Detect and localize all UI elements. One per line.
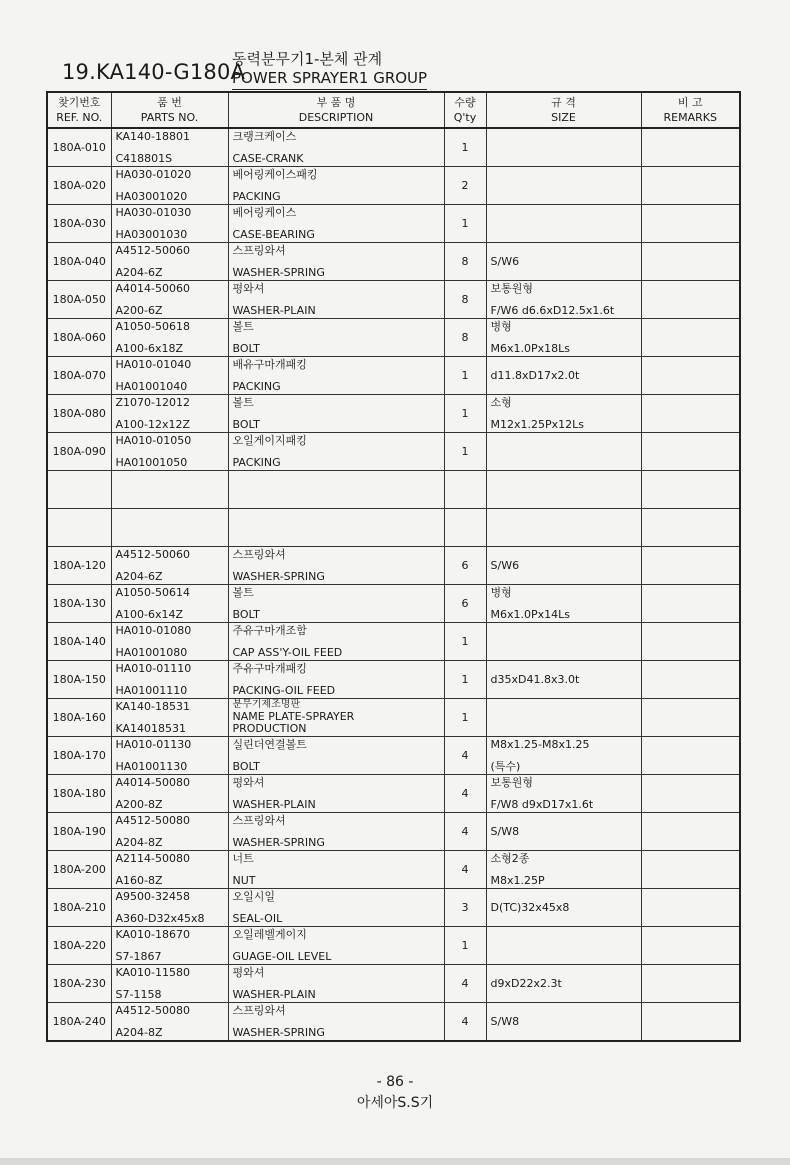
part-number: HA030-01030 — [115, 206, 192, 219]
part-code: S7-1158 — [115, 988, 162, 1001]
part-code: A100-6x14Z — [115, 608, 184, 621]
part-desc-line2: PACKING — [232, 456, 281, 469]
remarks — [641, 128, 740, 167]
remarks — [641, 585, 740, 623]
quantity: 6 — [444, 547, 486, 585]
part-desc-line2: CASE-BEARING — [232, 228, 315, 241]
part-desc-line1: 스프링와셔 — [232, 244, 286, 257]
quantity: 1 — [444, 205, 486, 243]
remarks — [641, 813, 740, 851]
table-row — [47, 471, 740, 509]
part-desc-line1: 너트 — [232, 852, 254, 865]
part-desc-line1: 실린더연결볼트 — [232, 738, 307, 751]
size-line1: S/W8 — [490, 1015, 520, 1028]
part-desc-line2: GUAGE-OIL LEVEL — [232, 950, 332, 963]
col-parts-no: 품 번 PARTS NO. — [111, 92, 228, 128]
part-number: A2114-50080 — [115, 852, 190, 865]
table-row — [47, 585, 740, 623]
size-line2: (특수) — [490, 760, 521, 773]
part-desc-line2: BOLT — [232, 418, 260, 431]
remarks — [641, 927, 740, 965]
table-row — [47, 661, 740, 699]
remarks — [641, 775, 740, 813]
part-desc-line1: 평와셔 — [232, 776, 265, 789]
part-desc-line1: 주유구마개조함 — [232, 624, 307, 637]
ref-no: 180A-230 — [47, 965, 111, 1003]
part-desc-line1: 스프링와셔 — [232, 814, 286, 827]
part-code: A200-6Z — [115, 304, 163, 317]
part-number: A4512-50080 — [115, 1004, 190, 1017]
table-row — [47, 547, 740, 585]
remarks — [641, 1003, 740, 1042]
company-name: 아세아S.S기 — [356, 1095, 434, 1111]
part-number: KA140-18531 — [115, 700, 191, 713]
part-code: KA14018531 — [115, 722, 187, 735]
part-desc-line2: BOLT — [232, 342, 260, 355]
group-title-korean: 동력분무기1-본체 관계 — [232, 50, 383, 68]
ref-no: 180A-040 — [47, 243, 111, 281]
size-line1: S/W6 — [490, 559, 520, 572]
col-size: 규 격 SIZE — [486, 92, 641, 128]
remarks — [641, 661, 740, 699]
part-desc-line2: CASE-CRANK — [232, 152, 304, 165]
table-row — [47, 281, 740, 319]
ref-no: 180A-060 — [47, 319, 111, 357]
part-code: A200-8Z — [115, 798, 163, 811]
part-code: HA03001030 — [115, 228, 188, 241]
size-line1: S/W6 — [490, 255, 520, 268]
part-desc-line2: WASHER-SPRING — [232, 570, 325, 583]
remarks — [641, 319, 740, 357]
part-number: HA010-01080 — [115, 624, 192, 637]
remarks — [641, 509, 740, 547]
part-number: A4014-50060 — [115, 282, 190, 295]
part-number: KA140-18801 — [115, 130, 191, 143]
part-desc-line2: PACKING-OIL FEED — [232, 684, 336, 697]
ref-no: 180A-070 — [47, 357, 111, 395]
part-desc-line2: WASHER-SPRING — [232, 836, 325, 849]
table-row — [47, 433, 740, 471]
remarks — [641, 623, 740, 661]
table-row — [47, 243, 740, 281]
part-number: HA010-01040 — [115, 358, 192, 371]
table-row — [47, 851, 740, 889]
part-code: HA03001020 — [115, 190, 188, 203]
part-desc-line2: SEAL-OIL — [232, 912, 283, 925]
part-code: A204-8Z — [115, 836, 163, 849]
size-line2: F/W8 d9xD17x1.6t — [490, 798, 594, 811]
part-number: A4512-50080 — [115, 814, 190, 827]
ref-no: 180A-120 — [47, 547, 111, 585]
part-code: A160-8Z — [115, 874, 163, 887]
part-desc-line1: 평와셔 — [232, 966, 265, 979]
table-row — [47, 813, 740, 851]
parts-table — [46, 91, 741, 1042]
part-desc-line1: 주유구마개패킹 — [232, 662, 307, 675]
size-line1: d35xD41.8x3.0t — [490, 673, 580, 686]
quantity: 1 — [444, 128, 486, 167]
part-desc-line1: 오일게이지패킹 — [232, 434, 307, 447]
part-number: A9500-32458 — [115, 890, 190, 903]
part-desc-line1: 볼트 — [232, 396, 254, 409]
quantity: 8 — [444, 281, 486, 319]
part-desc-line1: 평와셔 — [232, 282, 265, 295]
table-row — [47, 623, 740, 661]
part-code: HA01001040 — [115, 380, 188, 393]
part-desc-line2: PRODUCTION — [232, 722, 307, 735]
quantity: 4 — [444, 775, 486, 813]
part-desc-line2: BOLT — [232, 608, 260, 621]
part-number: A4512-50060 — [115, 244, 190, 257]
quantity: 3 — [444, 889, 486, 927]
page-number: - 86 - — [376, 1074, 414, 1090]
quantity: 1 — [444, 661, 486, 699]
remarks — [641, 433, 740, 471]
table-row — [47, 509, 740, 547]
part-desc-line1: 오일레벨게이지 — [232, 928, 307, 941]
part-code: HA01001130 — [115, 760, 188, 773]
remarks — [641, 243, 740, 281]
table-row — [47, 775, 740, 813]
remarks — [641, 281, 740, 319]
remarks — [641, 851, 740, 889]
size-line1: 소형 — [490, 396, 512, 409]
part-number: HA010-01110 — [115, 662, 192, 675]
part-desc-line2: CAP ASS'Y-OIL FEED — [232, 646, 343, 659]
part-code: A204-8Z — [115, 1026, 163, 1039]
size-line1: d11.8xD17x2.0t — [490, 369, 580, 382]
ref-no: 180A-210 — [47, 889, 111, 927]
quantity: 1 — [444, 927, 486, 965]
quantity: 8 — [444, 319, 486, 357]
remarks — [641, 699, 740, 737]
part-desc-line1: 베어링케이스 — [232, 206, 297, 219]
size-line2: F/W6 d6.6xD12.5x1.6t — [490, 304, 615, 317]
part-desc-line2: WASHER-PLAIN — [232, 304, 316, 317]
part-desc-ko: 분무기제조명판 — [232, 699, 301, 710]
quantity: 1 — [444, 357, 486, 395]
group-title-english: POWER SPRAYER1 GROUP — [232, 69, 427, 90]
ref-no: 180A-130 — [47, 585, 111, 623]
quantity: 1 — [444, 395, 486, 433]
table-row — [47, 128, 740, 167]
table-row — [47, 167, 740, 205]
part-desc-line1: 오일시일 — [232, 890, 276, 903]
size-line1: S/W8 — [490, 825, 520, 838]
table-row — [47, 205, 740, 243]
size-line2: M8x1.25P — [490, 874, 545, 887]
size-line2: M12x1.25Px12Ls — [490, 418, 584, 431]
table-row — [47, 889, 740, 927]
part-desc-line2: WASHER-PLAIN — [232, 798, 316, 811]
scan-edge — [0, 1158, 790, 1165]
table-row — [47, 395, 740, 433]
remarks — [641, 167, 740, 205]
ref-no: 180A-170 — [47, 737, 111, 775]
table-row — [47, 737, 740, 775]
quantity: 4 — [444, 813, 486, 851]
ref-no: 180A-090 — [47, 433, 111, 471]
ref-no — [47, 509, 111, 547]
part-desc-line1: 베어링케이스패킹 — [232, 168, 318, 181]
part-number: Z1070-12012 — [115, 396, 190, 409]
remarks — [641, 357, 740, 395]
ref-no: 180A-030 — [47, 205, 111, 243]
quantity: 8 — [444, 243, 486, 281]
col-description: 부 품 명 DESCRIPTION — [228, 92, 444, 128]
size-line2: M6x1.0Px14Ls — [490, 608, 570, 621]
col-remarks: 비 고 REMARKS — [641, 92, 740, 128]
part-desc-line2: PACKING — [232, 190, 281, 203]
size-line1: d9xD22x2.3t — [490, 977, 562, 990]
part-desc-line1: 스프링와셔 — [232, 548, 286, 561]
part-code: HA01001080 — [115, 646, 188, 659]
size-line1: 병형 — [490, 320, 512, 333]
part-number: HA030-01020 — [115, 168, 192, 181]
ref-no: 180A-180 — [47, 775, 111, 813]
size-line1: M8x1.25-M8x1.25 — [490, 738, 590, 751]
ref-no: 180A-160 — [47, 699, 111, 737]
remarks — [641, 547, 740, 585]
part-code: C418801S — [115, 152, 173, 165]
part-code: A100-12x12Z — [115, 418, 191, 431]
remarks — [641, 395, 740, 433]
quantity: 4 — [444, 1003, 486, 1042]
col-ref: 찾기번호 REF. NO. — [47, 92, 111, 128]
table-row — [47, 1003, 740, 1042]
ref-no: 180A-050 — [47, 281, 111, 319]
size-line2: M6x1.0Px18Ls — [490, 342, 570, 355]
remarks — [641, 471, 740, 509]
quantity: 1 — [444, 623, 486, 661]
quantity: 2 — [444, 167, 486, 205]
group-title — [232, 50, 427, 90]
part-number: A1050-50614 — [115, 586, 190, 599]
quantity: 6 — [444, 585, 486, 623]
table-row — [47, 357, 740, 395]
ref-no: 180A-020 — [47, 167, 111, 205]
quantity: 4 — [444, 851, 486, 889]
size-line1: 소형2종 — [490, 852, 530, 865]
table-row — [47, 699, 740, 737]
ref-no: 180A-010 — [47, 128, 111, 167]
size-line1: 보통원형 — [490, 776, 534, 789]
part-number: HA010-01050 — [115, 434, 192, 447]
part-desc-line2: NUT — [232, 874, 256, 887]
part-code: A204-6Z — [115, 570, 163, 583]
remarks — [641, 889, 740, 927]
part-desc-line1: 볼트 — [232, 320, 254, 333]
ref-no: 180A-240 — [47, 1003, 111, 1042]
part-code: A360-D32x45x8 — [115, 912, 205, 925]
ref-no: 180A-190 — [47, 813, 111, 851]
size-line1: 병형 — [490, 586, 512, 599]
part-code: A100-6x18Z — [115, 342, 184, 355]
quantity: 4 — [444, 737, 486, 775]
part-number: A4014-50080 — [115, 776, 190, 789]
part-desc-line1: 스프링와셔 — [232, 1004, 286, 1017]
quantity — [444, 509, 486, 547]
table-row — [47, 319, 740, 357]
col-qty: 수량 Q'ty — [444, 92, 486, 128]
part-desc-line2: WASHER-SPRING — [232, 1026, 325, 1039]
part-number: A4512-50060 — [115, 548, 190, 561]
quantity: 1 — [444, 699, 486, 737]
part-desc-line1: NAME PLATE-SPRAYER — [232, 709, 355, 723]
table-row — [47, 927, 740, 965]
part-number: KA010-11580 — [115, 966, 191, 979]
part-code: HA01001050 — [115, 456, 188, 469]
model-title: 19.KA140-G180A — [62, 60, 246, 84]
part-code: HA01001110 — [115, 684, 188, 697]
quantity: 4 — [444, 965, 486, 1003]
ref-no — [47, 471, 111, 509]
part-number: HA010-01130 — [115, 738, 192, 751]
part-code: A204-6Z — [115, 266, 163, 279]
part-desc-line1: 배유구마개패킹 — [232, 358, 307, 371]
size-line1: D(TC)32x45x8 — [490, 901, 570, 914]
part-desc-line1: 볼트 — [232, 586, 254, 599]
remarks — [641, 965, 740, 1003]
part-desc-line2: WASHER-PLAIN — [232, 988, 316, 1001]
part-desc-line2: WASHER-SPRING — [232, 266, 325, 279]
ref-no: 180A-220 — [47, 927, 111, 965]
quantity: 1 — [444, 433, 486, 471]
size-line1: 보통원형 — [490, 282, 534, 295]
remarks — [641, 205, 740, 243]
table-header-row — [47, 92, 740, 128]
part-desc-line2: BOLT — [232, 760, 260, 773]
part-desc-line1: 크랭크케이스 — [232, 130, 297, 143]
part-number: A1050-50618 — [115, 320, 190, 333]
remarks — [641, 737, 740, 775]
quantity — [444, 471, 486, 509]
part-desc-line2: PACKING — [232, 380, 281, 393]
table-row — [47, 965, 740, 1003]
ref-no: 180A-150 — [47, 661, 111, 699]
ref-no: 180A-140 — [47, 623, 111, 661]
part-code: S7-1867 — [115, 950, 162, 963]
part-number: KA010-18670 — [115, 928, 191, 941]
ref-no: 180A-200 — [47, 851, 111, 889]
ref-no: 180A-080 — [47, 395, 111, 433]
